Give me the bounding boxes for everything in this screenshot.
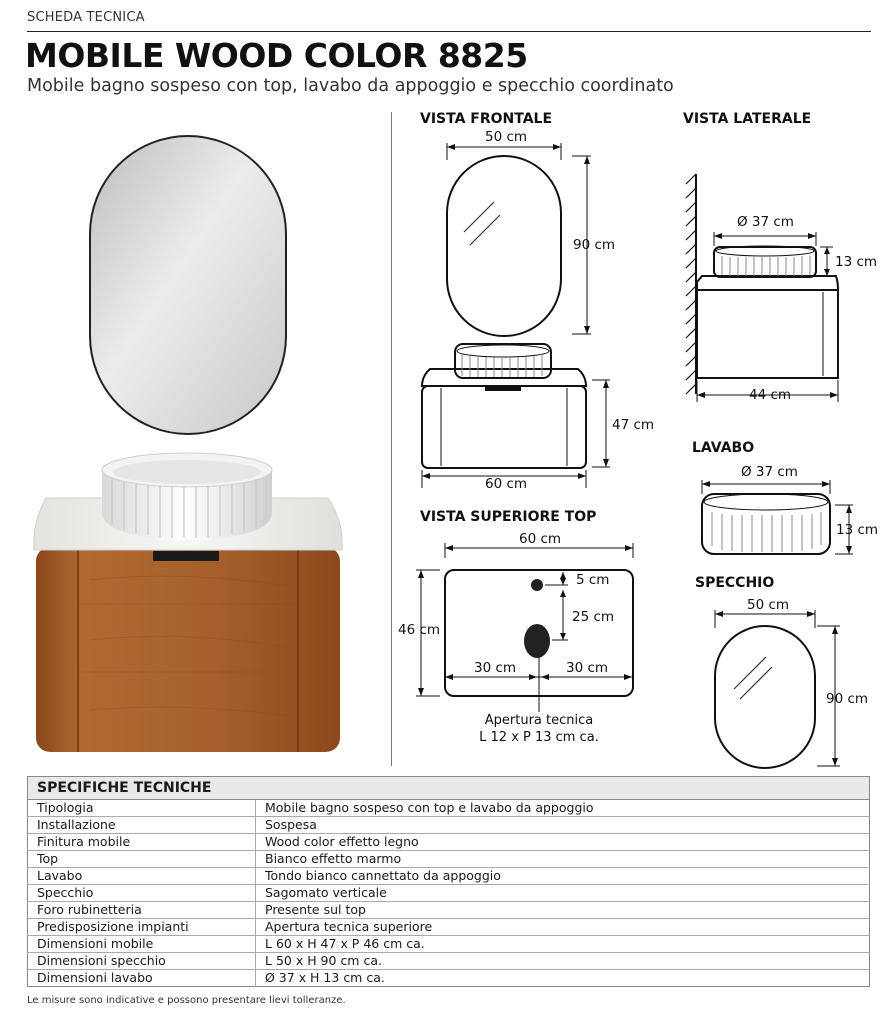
front-handle bbox=[485, 386, 521, 391]
mirror-view-title: SPECCHIO bbox=[695, 575, 775, 591]
basin-diameter-label: Ø 37 cm bbox=[741, 464, 798, 480]
table-row bbox=[28, 936, 870, 953]
table-row bbox=[28, 970, 870, 987]
basin-detail bbox=[702, 494, 830, 554]
side-basin bbox=[714, 247, 816, 277]
spec-value: Tondo bianco cannettato da appoggio bbox=[256, 868, 870, 885]
side-depth-label: 44 cm bbox=[749, 387, 792, 403]
front-mirror-height-label: 90 cm bbox=[573, 237, 616, 253]
side-cabinet bbox=[697, 290, 838, 378]
opening-offset-label: 25 cm bbox=[572, 609, 615, 625]
tap-hole bbox=[531, 579, 543, 591]
table-row bbox=[28, 953, 870, 970]
specs-table bbox=[27, 776, 870, 987]
right-half-label: 30 cm bbox=[566, 660, 609, 676]
spec-key: Foro rubinetteria bbox=[28, 902, 256, 919]
mirror-height-label: 90 cm bbox=[826, 691, 869, 707]
spec-key: Specchio bbox=[28, 885, 256, 902]
spec-value: Mobile bagno sospeso con top e lavabo da appoggio bbox=[256, 800, 870, 817]
spec-key: Dimensioni specchio bbox=[28, 953, 256, 970]
spec-value: Apertura tecnica superiore bbox=[256, 919, 870, 936]
table-row bbox=[28, 834, 870, 851]
spec-value: L 60 x H 47 x P 46 cm ca. bbox=[256, 936, 870, 953]
basin-height-label: 13 cm bbox=[836, 522, 879, 538]
tech-opening-note-line1: Apertura tecnica bbox=[484, 713, 594, 728]
footer-note: Le misure sono indicative e possono presentare lievi tolleranze. bbox=[27, 995, 346, 1006]
front-mirror bbox=[447, 156, 561, 336]
specs-title: SPECIFICHE TECNICHE bbox=[28, 777, 870, 800]
top-view-title: VISTA SUPERIORE TOP bbox=[420, 509, 597, 525]
front-mirror-width-label: 50 cm bbox=[485, 129, 528, 145]
side-view-title: VISTA LATERALE bbox=[683, 111, 812, 127]
spec-value: Wood color effetto legno bbox=[256, 834, 870, 851]
spec-value: Bianco effetto marmo bbox=[256, 851, 870, 868]
front-view-title: VISTA FRONTALE bbox=[420, 111, 553, 127]
side-top bbox=[697, 276, 838, 290]
top-depth-label: 46 cm bbox=[398, 622, 441, 638]
product-title: MOBILE WOOD COLOR 8825 bbox=[25, 36, 528, 75]
basin-view-title: LAVABO bbox=[692, 440, 755, 456]
hole-offset-label: 5 cm bbox=[576, 572, 610, 588]
table-row bbox=[28, 800, 870, 817]
left-half-label: 30 cm bbox=[474, 660, 517, 676]
spec-key: Lavabo bbox=[28, 868, 256, 885]
table-row bbox=[28, 902, 870, 919]
table-row bbox=[28, 868, 870, 885]
table-row bbox=[28, 817, 870, 834]
spec-key: Tipologia bbox=[28, 800, 256, 817]
spec-key: Installazione bbox=[28, 817, 256, 834]
side-basin-diameter-label: Ø 37 cm bbox=[737, 214, 794, 230]
spec-value: Sagomato verticale bbox=[256, 885, 870, 902]
tech-opening-note bbox=[470, 712, 608, 746]
product-subtitle: Mobile bagno sospeso con top, lavabo da appoggio e specchio coordinato bbox=[27, 76, 674, 96]
spec-key: Predisposizione impianti bbox=[28, 919, 256, 936]
mirror-detail bbox=[715, 626, 815, 768]
header-label: SCHEDA TECNICA bbox=[27, 10, 145, 25]
table-row bbox=[28, 885, 870, 902]
cabinet-width-label: 60 cm bbox=[485, 476, 528, 492]
spec-value: L 50 x H 90 cm ca. bbox=[256, 953, 870, 970]
cabinet-height-label: 47 cm bbox=[612, 417, 655, 433]
side-basin-height-label: 13 cm bbox=[835, 254, 878, 270]
tech-opening-note-line2: L 12 x P 13 cm ca. bbox=[479, 730, 599, 745]
spec-value: Sospesa bbox=[256, 817, 870, 834]
front-basin bbox=[455, 344, 551, 378]
spec-value: Presente sul top bbox=[256, 902, 870, 919]
spec-key: Top bbox=[28, 851, 256, 868]
spec-key: Dimensioni lavabo bbox=[28, 970, 256, 987]
tech-opening bbox=[524, 624, 550, 658]
table-row bbox=[28, 919, 870, 936]
mirror-width-label: 50 cm bbox=[747, 597, 790, 613]
spec-value: Ø 37 x H 13 cm ca. bbox=[265, 970, 385, 985]
spec-key: Finitura mobile bbox=[28, 834, 256, 851]
top-width-label: 60 cm bbox=[519, 531, 562, 547]
spec-key: Dimensioni mobile bbox=[28, 936, 256, 953]
front-cabinet bbox=[422, 386, 586, 468]
table-row bbox=[28, 851, 870, 868]
